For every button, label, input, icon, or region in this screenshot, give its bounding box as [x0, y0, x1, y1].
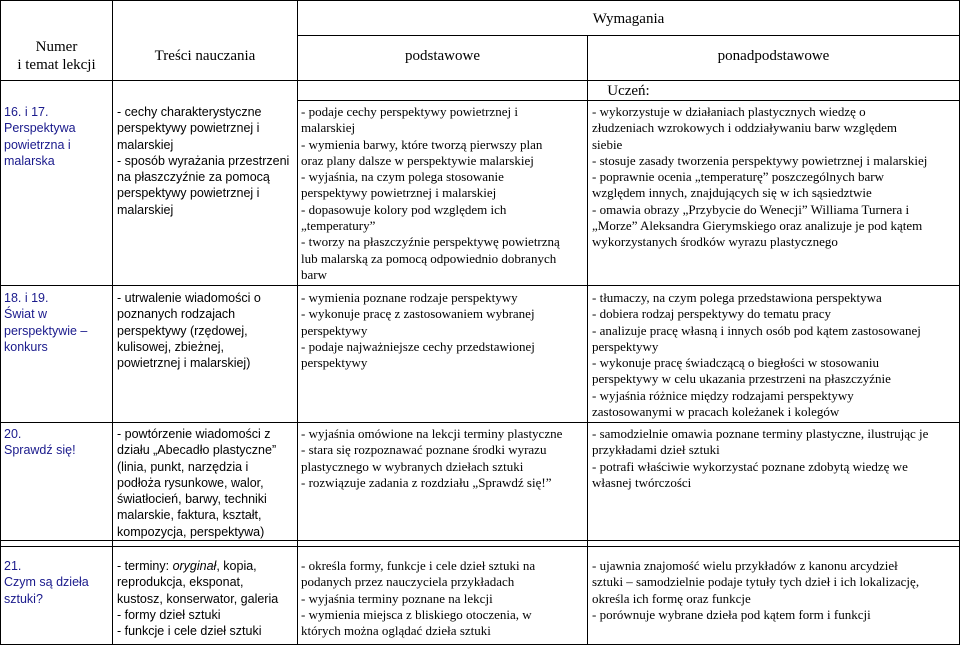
table-top-border: [0, 0, 960, 1]
header-requirements: Wymagania: [592, 11, 665, 27]
row-divider: [0, 285, 960, 286]
lesson-cell: 21. Czym są dzieła sztuki?: [4, 559, 89, 606]
advanced-requirements-cell: - samodzielnie omawia poznane terminy plastyczne, ilustrując je przykładami dzieł sztuki - potrafi właściwie wykorzystać poznane zdobytą wiedzę we własnej twórczości: [592, 426, 929, 490]
row-divider: [0, 422, 960, 423]
content-cell: - cechy charakterystyczne perspektywy powietrznej i malarskiej - sposób wyrażania przestrzeni na płaszczyźnie za pomocą perspektywy powietrznej i malarskiej: [117, 105, 290, 217]
content-cell: - utrwalenie wiadomości o poznanych rodzajach perspektywy (rzędowej, kulisowej, zbieżnej, powietrznej i malarskiej): [117, 291, 261, 371]
header-content: Treści nauczania: [154, 48, 256, 64]
basic-requirements-cell: - wyjaśnia omówione na lekcji terminy plastyczne - stara się rozpoznawać poznane środki wyrazu plastycznego w wybranych dziełach sztuki - rozwiązuje zadania z rozdziału „Sprawdź się!”: [301, 426, 563, 490]
content-cell: - powtórzenie wiadomości z działu „Abecadło plastyczne” (linia, punkt, narzędzia i podłoża rysunkowe, walor, światłocień, barwy, techniki malarskie, faktura, kształt, kompozycja, perspektywa): [117, 427, 277, 539]
content-rest: , kopia, reprodukcja, eksponat, kustosz, konserwator, galeria - formy dzieł sztuki - funkcje i cele dzieł sztuki: [117, 559, 279, 639]
header-group-divider: [297, 35, 960, 36]
col-border: [112, 0, 113, 645]
advanced-requirements-cell: - tłumaczy, na czym polega przedstawiona perspektywa - dobiera rodzaj perspektywy do tematu pracy - analizuje pracę własną i innych osób pod kątem zastosowanej perspektywy - wykonuje pracę świadczącą o biegłości w stosowaniu perspektywy w celu ukazania przestrzeni na płaszczyźnie - wyjaśnia różnice między rodzajami perspektywy zastosowanymi w pracach koleżanek i kolegów: [592, 290, 921, 420]
content-italic-term: oryginał: [172, 559, 217, 573]
uczen-divider: [297, 100, 960, 101]
basic-requirements-cell: - określa formy, funkcje i cele dzieł sztuki na podanych przez nauczyciela przykładach - wyjaśnia terminy poznane na lekcji - wymienia miejsca z bliskiego otoczenia, w których można oglądać dzieła sztuki: [301, 558, 536, 639]
content-cell: [117, 558, 297, 639]
lesson-cell: 20. Sprawdź się!: [4, 427, 76, 458]
row-divider: [0, 540, 960, 541]
lesson-cell: 16. i 17. Perspektywa powietrzna i malarska: [4, 105, 76, 168]
row-divider: [0, 546, 960, 547]
header-uczen: Uczeń:: [607, 83, 650, 99]
header-basic: podstawowe: [405, 48, 480, 64]
lesson-cell: 18. i 19. Świat w perspektywie – konkurs: [4, 291, 88, 354]
advanced-requirements-cell: - wykorzystuje w działaniach plastycznych wiedzę o złudzeniach wzrokowych i oddziaływaniu barw względem siebie - stosuje zasady tworzenia perspektywy powietrznej i malarskiej - poprawnie ocenia „temperaturę” poszczególnych barw względem innych, znajdujących się w ich sąsiedztwie - omawia obrazy „Przybycie do Wenecji” Williama Turnera i „Morze” Aleksandra Gierymskiego oraz analizuje je pod kątem wykorzystanych środków wyrazu plastycznego: [592, 104, 928, 250]
header-bottom-border: [0, 80, 960, 81]
content-prefix: - terminy:: [117, 559, 173, 573]
col-border-left: [0, 0, 1, 645]
basic-requirements-cell: - wymienia poznane rodzaje perspektywy - wykonuje pracę z zastosowaniem wybranej perspektywy - podaje najważniejsze cechy przedstawionej perspektywy: [301, 290, 535, 371]
header-advanced: ponadpodstawowe: [717, 48, 830, 64]
advanced-requirements-cell: - ujawnia znajomość wielu przykładów z kanonu arcydzieł sztuki – samodzielnie podaje tytuły tych dzieł i ich lokalizację, określa ich formę oraz funkcje - porównuje wybrane dzieła pod kątem form i funkcji: [592, 558, 920, 622]
header-lesson: Numer i temat lekcji: [17, 39, 96, 73]
basic-requirements-cell: - podaje cechy perspektywy powietrznej i malarskiej - wymienia barwy, które tworzą pierwszy plan oraz plany dalsze w perspektywie malarskiej - wyjaśnia, na czym polega stosowanie perspektywy powietrznej i malarskiej - dopasowuje kolory pod względem ich „temperatury” - tworzy na płaszczyźnie perspektywę powietrzną lub malarską za pomocą odpowiednio dobranych barw: [301, 104, 560, 282]
